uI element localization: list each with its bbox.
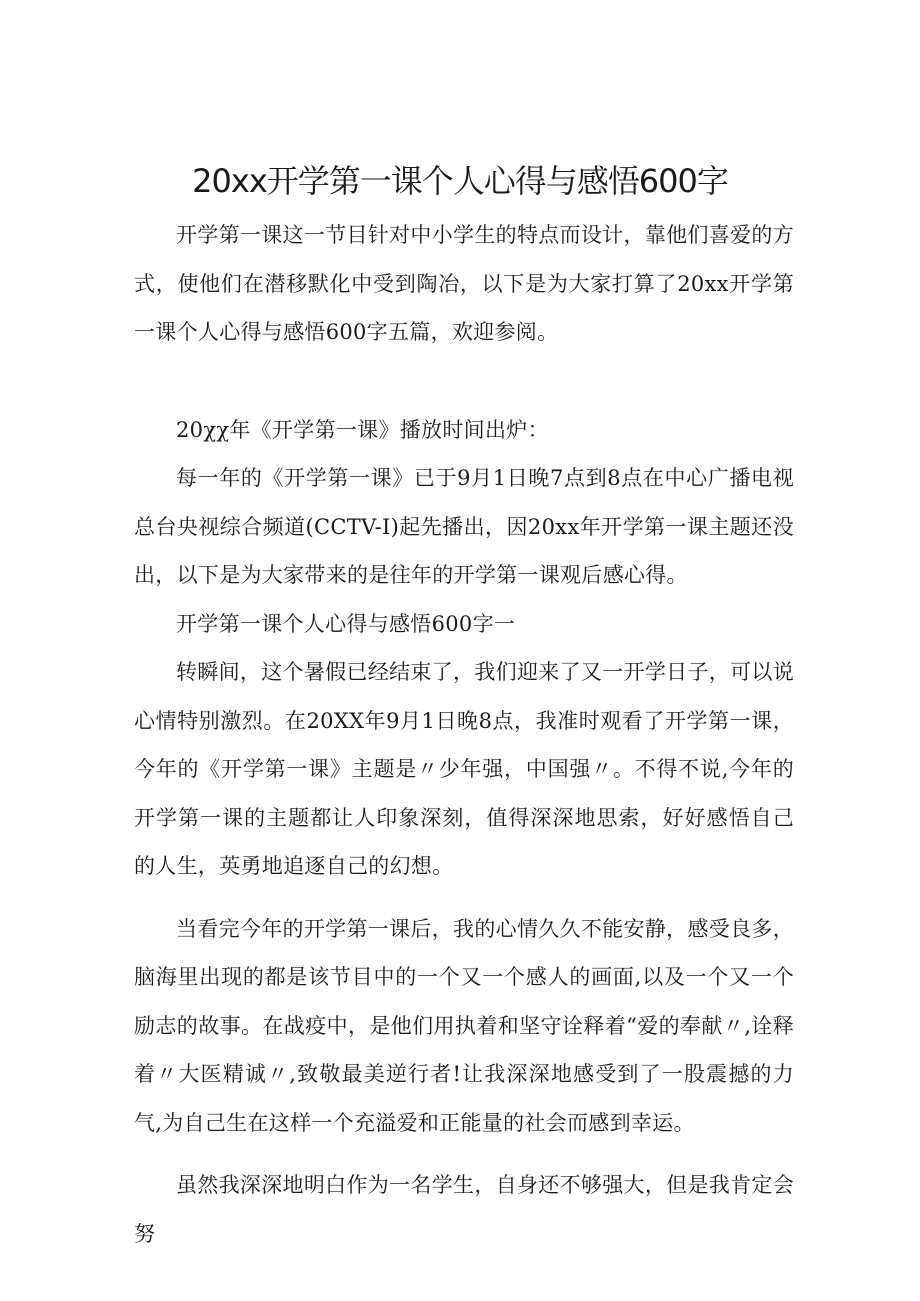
document-body bbox=[134, 211, 794, 1258]
body-paragraph-1: 转瞬间，这个暑假已经结束了，我们迎来了又一开学日子，可以说心情特别激烈。在20XX年9月1日晚8点，我准时观看了开学第一课，今年的《开学第一课》主题是〃少年强，中国强〃。不得不说,今年的开学第一课的主题都让人印象深刻，值得深深地思索，好好感悟自己的人生，英勇地追逐自己的幻想。 bbox=[134, 660, 794, 878]
section-heading-one: 开学第一课个人心得与感悟600字一 bbox=[176, 611, 516, 636]
document-title bbox=[0, 159, 920, 203]
intro-paragraph: 开学第一课这一节目针对中小学生的特点而设计，靠他们喜爱的方式，使他们在潜移默化中受到陶冶，以下是为大家打算了20xx开学第一课个人心得与感悟600字五篇，欢迎参阅。 bbox=[134, 223, 794, 344]
broadcast-time-heading: 20χχ年《开学第一课》播放时间出炉： bbox=[176, 417, 549, 442]
body-paragraph-3: 虽然我深深地明白作为一名学生，自身还不够强大，但是我肯定会努 bbox=[134, 1173, 794, 1246]
body-paragraph-2: 当看完今年的开学第一课后，我的心情久久不能安静，感受良多，脑海里出现的都是该节目中的一个又一个感人的画面,以及一个又一个励志的故事。在战疫中，是他们用执着和坚守诠释着“爱的奉献〃,诠释着〃大医精诚〃,致敬最美逆行者!让我深深地感受到了一股震撼的力气,为自己生在这样一个充溢爱和正能量的社会而感到幸运。 bbox=[134, 916, 794, 1135]
broadcast-paragraph: 每一年的《开学第一课》已于9月1日晚7点到8点在中心广播电视总台央视综合频道(CCTV-I)起先播出，因20xx年开学第一课主题还没出，以下是为大家带来的是往年的开学第一课观后感心得。 bbox=[134, 466, 794, 587]
title-text: 20xx开学第一课个人心得与感悟600字 bbox=[192, 162, 728, 201]
